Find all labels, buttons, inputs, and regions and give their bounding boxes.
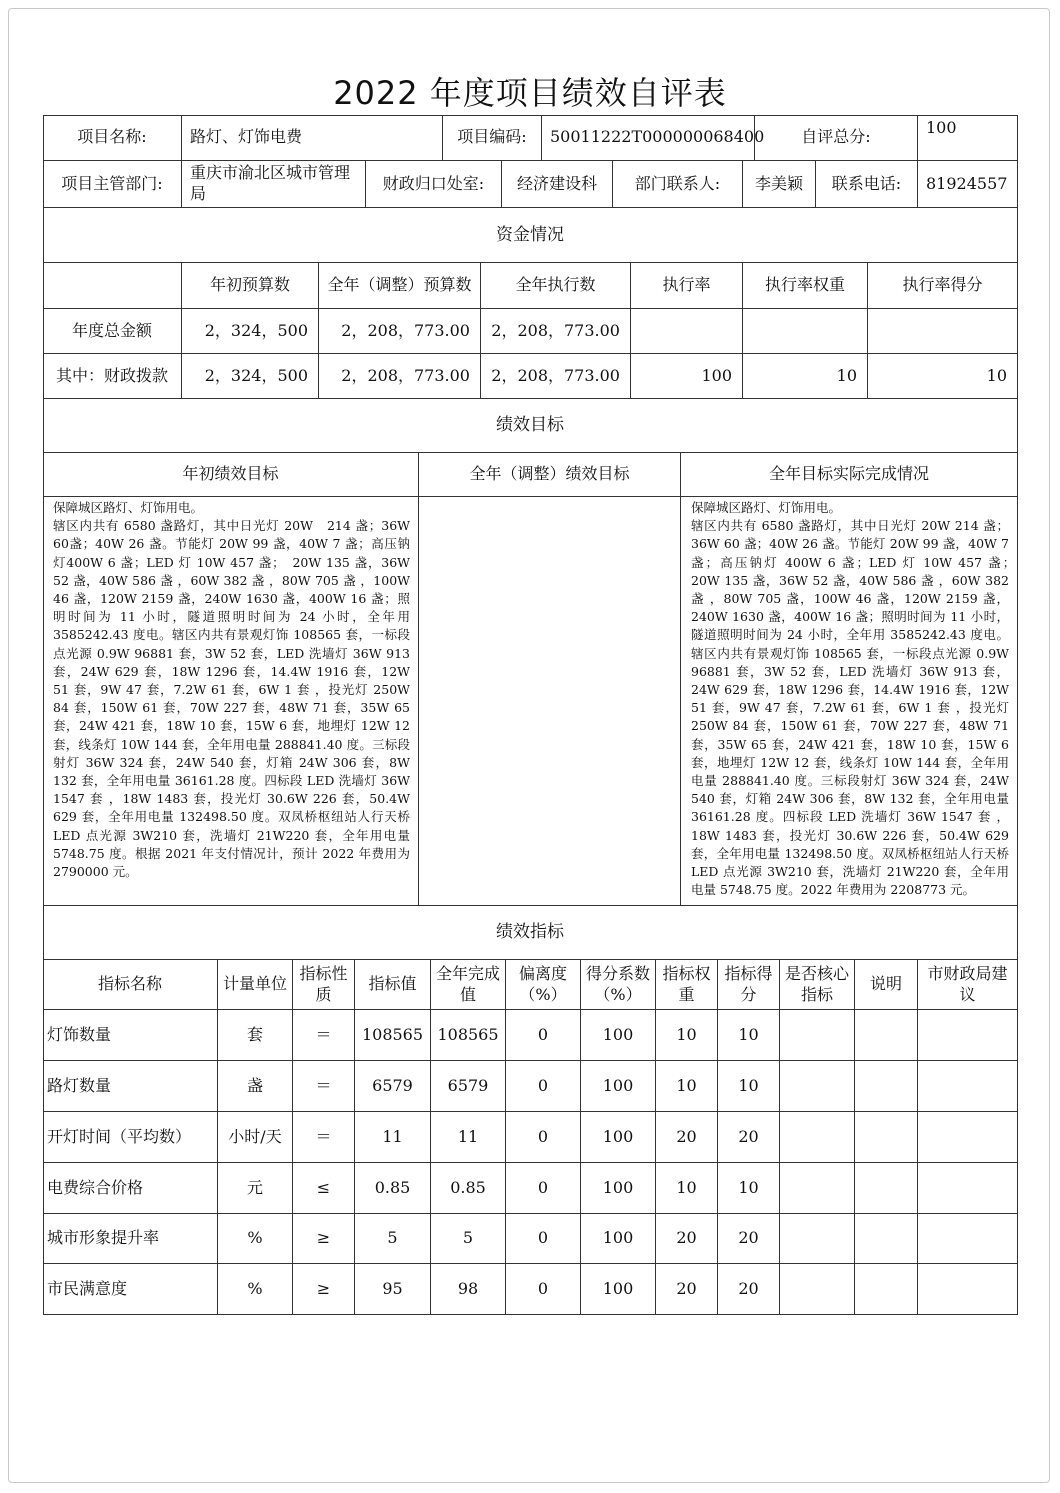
indicator-row-finance-advice bbox=[918, 1010, 1018, 1061]
indicator-row-is-core bbox=[780, 1264, 855, 1315]
indicator-row-indicator-name: 市民满意度 bbox=[43, 1264, 218, 1315]
indicator-row-is-core bbox=[780, 1061, 855, 1112]
indicator-row-note bbox=[855, 1264, 918, 1315]
indicator-row-score: 10 bbox=[718, 1163, 780, 1214]
goals-col-adjusted: 全年（调整）绩效目标 bbox=[419, 453, 681, 497]
contact-label: 部门联系人: bbox=[613, 161, 743, 208]
indicator-row-finance-advice bbox=[918, 1214, 1018, 1264]
phone-value: 81924557 bbox=[918, 161, 1018, 208]
indicator-header-indicator-name: 指标名称 bbox=[43, 960, 218, 1010]
funds-row-fiscal-rate: 100 bbox=[631, 354, 743, 399]
total-score-label: 自评总分: bbox=[755, 115, 918, 161]
indicator-row-nature: ≤ bbox=[293, 1163, 355, 1214]
indicator-row-actual-value: 0.85 bbox=[431, 1163, 506, 1214]
dept-label: 项目主管部门: bbox=[43, 161, 182, 208]
indicator-row-indicator-name: 路灯数量 bbox=[43, 1061, 218, 1112]
phone-label: 联系电话: bbox=[816, 161, 918, 208]
indicator-row-target-value: 5 bbox=[355, 1214, 431, 1264]
indicator-row-nature: ＝ bbox=[293, 1112, 355, 1163]
indicator-row-score: 20 bbox=[718, 1264, 780, 1315]
funds-row-fiscal-label: 其中：财政拨款 bbox=[43, 354, 182, 399]
indicator-row-unit: % bbox=[218, 1264, 293, 1315]
indicator-row-is-core bbox=[780, 1112, 855, 1163]
indicator-row-weight: 10 bbox=[656, 1163, 718, 1214]
indicator-row-actual-value: 5 bbox=[431, 1214, 506, 1264]
page-title: 2022 年度项目绩效自评表 bbox=[333, 74, 727, 112]
indicator-row-note bbox=[855, 1061, 918, 1112]
funds-col-weight: 执行率权重 bbox=[743, 263, 868, 309]
indicator-row-actual-value: 98 bbox=[431, 1264, 506, 1315]
total-score-value: 100 bbox=[918, 115, 1018, 161]
funds-row-fiscal-score: 10 bbox=[868, 354, 1018, 399]
indicator-row-target-value: 11 bbox=[355, 1112, 431, 1163]
indicator-row-score-coefficient: 100 bbox=[581, 1163, 656, 1214]
indicator-row-finance-advice bbox=[918, 1061, 1018, 1112]
funds-header-blank bbox=[43, 263, 182, 309]
indicator-row-note bbox=[855, 1112, 918, 1163]
indicators-section-title: 绩效指标 bbox=[43, 906, 1018, 960]
indicator-row-is-core bbox=[780, 1163, 855, 1214]
funds-row-total-rate bbox=[631, 309, 743, 354]
indicator-row-weight: 10 bbox=[656, 1010, 718, 1061]
project-code-value: 50011222T000000068400 bbox=[542, 115, 755, 161]
indicator-row-target-value: 108565 bbox=[355, 1010, 431, 1061]
funds-row-total-adjusted: 2，208，773.00 bbox=[319, 309, 481, 354]
indicator-row-score: 10 bbox=[718, 1010, 780, 1061]
indicator-row-score: 10 bbox=[718, 1061, 780, 1112]
indicator-row-note bbox=[855, 1163, 918, 1214]
indicator-row-note bbox=[855, 1010, 918, 1061]
goals-initial-text: 保障城区路灯、灯饰用电。 辖区内共有 6580 盏路灯，其中日光灯 20W 214 盏；36W 60盏；40W 26 盏。节能灯 20W 99 盏，40W 7 盏；高压钠灯400W 6 盏；LED 灯 10W 457 盏； 20W 135 盏，36W 52 盏，40W 586 盏 ，60W 382 盏 ，80W 705 盏 ，100W 46 盏，120W 2159 盏，240W 1630 盏，400W 16 盏；照明时间为 11 小时，隧道照明时间为 24 小时，全年用 3585242.43 度电。辖区内共有景观灯饰 108565 套，一标段点光源 0.9W 96881 套，3W 52 套，LED 洗墙灯 36W 913 套，24W 629 套，18W 1296 套，14.4W 1916 套，12W 51 套，9W 47 套，7.2W 61 套，6W 1 套 ，投光灯 250W 84 套，150W 61 套，70W 227 套，48W 71 套，35W 65 套，24W 421 套，18W 10 套，15W 6 套，地埋灯 12W 12 套，线条灯 10W 144 套，全年用电量 288841.40 度。三标段射灯 36W 324 套，24W 540 套，灯箱 24W 306 套，8W 132 套，全年用电量 36161.28 度。四标段 LED 洗墙灯 36W 1547 套 ，18W 1483 套，投光灯 30.6W 226 套，50.4W 629 套，全年用电量 132498.50 度。双凤桥枢纽站人行天桥 LED 点光源 3W210 套，洗墙灯 21W220 套，全年用电量 5748.75 度。根据 2021 年支付情况计，预计 2022 年费用为 2790000 元。 bbox=[43, 497, 419, 906]
project-name-label: 项目名称: bbox=[43, 115, 182, 161]
indicator-row-actual-value: 11 bbox=[431, 1112, 506, 1163]
indicator-header-is-core: 是否核心指标 bbox=[780, 960, 855, 1010]
finance-office-value: 经济建设科 bbox=[502, 161, 613, 208]
funds-row-total-weight bbox=[743, 309, 868, 354]
indicator-row-indicator-name: 灯饰数量 bbox=[43, 1010, 218, 1061]
indicator-row-indicator-name: 电费综合价格 bbox=[43, 1163, 218, 1214]
goals-col-initial: 年初绩效目标 bbox=[43, 453, 419, 497]
indicator-row-unit: 套 bbox=[218, 1010, 293, 1061]
funds-row-fiscal-initial: 2，324，500 bbox=[182, 354, 319, 399]
indicator-header-nature: 指标性质 bbox=[293, 960, 355, 1010]
indicator-row-score-coefficient: 100 bbox=[581, 1112, 656, 1163]
funds-col-executed: 全年执行数 bbox=[481, 263, 631, 309]
indicator-row-finance-advice bbox=[918, 1163, 1018, 1214]
indicator-row-score-coefficient: 100 bbox=[581, 1010, 656, 1061]
indicator-row-deviation: 0 bbox=[506, 1010, 581, 1061]
project-name-value: 路灯、灯饰电费 bbox=[182, 115, 443, 161]
indicator-row-target-value: 95 bbox=[355, 1264, 431, 1315]
indicator-row-score: 20 bbox=[718, 1112, 780, 1163]
indicator-row-finance-advice bbox=[918, 1112, 1018, 1163]
funds-row-total-label: 年度总金额 bbox=[43, 309, 182, 354]
indicator-row-unit: 元 bbox=[218, 1163, 293, 1214]
indicator-header-finance-advice: 市财政局建议 bbox=[918, 960, 1018, 1010]
indicator-row-score-coefficient: 100 bbox=[581, 1061, 656, 1112]
indicator-row-is-core bbox=[780, 1010, 855, 1061]
funds-col-initial: 年初预算数 bbox=[182, 263, 319, 309]
indicator-row-nature: ＝ bbox=[293, 1010, 355, 1061]
indicator-row-score: 20 bbox=[718, 1214, 780, 1264]
funds-row-fiscal-adjusted: 2，208，773.00 bbox=[319, 354, 481, 399]
indicator-row-nature: ≥ bbox=[293, 1214, 355, 1264]
indicator-row-weight: 20 bbox=[656, 1112, 718, 1163]
indicator-row-note bbox=[855, 1214, 918, 1264]
funds-row-total-score bbox=[868, 309, 1018, 354]
indicator-header-unit: 计量单位 bbox=[218, 960, 293, 1010]
contact-value: 李美颖 bbox=[743, 161, 816, 208]
funds-row-total-executed: 2，208，773.00 bbox=[481, 309, 631, 354]
funds-row-fiscal-executed: 2，208，773.00 bbox=[481, 354, 631, 399]
indicator-row-deviation: 0 bbox=[506, 1112, 581, 1163]
indicator-row-weight: 10 bbox=[656, 1061, 718, 1112]
indicator-row-finance-advice bbox=[918, 1264, 1018, 1315]
project-code-label: 项目编码: bbox=[443, 115, 542, 161]
goals-actual-text: 保障城区路灯、灯饰用电。 辖区内共有 6580 盏路灯，其中日光灯 20W 214 盏；36W 60 盏；40W 26 盏。节能灯 20W 99 盏，40W 7 盏；高压钠灯 400W 6 盏；LED 灯 10W 457 盏； 20W 135 盏，36W 52 盏，40W 586 盏 ，60W 382 盏 ，80W 705 盏，100W 46 盏，120W 2159 盏，240W 1630 盏，400W 16 盏；照明时间为 11 小时，隧道照明时间为 24 小时，全年用 3585242.43 度电。辖区内共有景观灯饰 108565 套，一标段点光源 0.9W 96881 套，3W 52 套，LED 洗墙灯 36W 913 套，24W 629 套，18W 1296 套，14.4W 1916 套，12W 51 套，9W 47 套，7.2W 61 套，6W 1 套 ，投光灯 250W 84 套，150W 61 套，70W 227 套，48W 71 套，35W 65 套，24W 421 套，18W 10 套，15W 6 套，地埋灯 12W 12 套，线条灯 10W 144 套，全年用电量 288841.40 度。三标段射灯 36W 324 套，24W 540 套，灯箱 24W 306 套，8W 132 套，全年用电量 36161.28 度。四标段 LED 洗墙灯 36W 1547 套 ，18W 1483 套，投光灯 30.6W 226 套，50.4W 629 套，全年用电量 132498.50 度。双凤桥枢纽站人行天桥 LED 点光源 3W210 套，洗墙灯 21W220 套，全年用电量 5748.75 度。2022 年费用为 2208773 元。 bbox=[681, 497, 1018, 906]
indicator-row-unit: 盏 bbox=[218, 1061, 293, 1112]
indicator-row-nature: ＝ bbox=[293, 1061, 355, 1112]
indicator-row-nature: ≥ bbox=[293, 1264, 355, 1315]
indicator-row-indicator-name: 开灯时间（平均数） bbox=[43, 1112, 218, 1163]
goals-section-title: 绩效目标 bbox=[43, 399, 1018, 453]
indicator-row-actual-value: 108565 bbox=[431, 1010, 506, 1061]
indicator-header-score-coefficient: 得分系数（%） bbox=[581, 960, 656, 1010]
indicator-row-unit: % bbox=[218, 1214, 293, 1264]
indicator-header-note: 说明 bbox=[855, 960, 918, 1010]
indicator-row-target-value: 6579 bbox=[355, 1061, 431, 1112]
indicator-row-deviation: 0 bbox=[506, 1214, 581, 1264]
goals-col-actual: 全年目标实际完成情况 bbox=[681, 453, 1018, 497]
indicator-row-deviation: 0 bbox=[506, 1163, 581, 1214]
indicator-row-score-coefficient: 100 bbox=[581, 1214, 656, 1264]
funds-col-rate: 执行率 bbox=[631, 263, 743, 309]
indicator-header-actual-value: 全年完成值 bbox=[431, 960, 506, 1010]
finance-office-label: 财政归口处室: bbox=[366, 161, 502, 208]
indicator-row-is-core bbox=[780, 1214, 855, 1264]
indicator-header-deviation: 偏离度（%） bbox=[506, 960, 581, 1010]
indicator-header-score: 指标得分 bbox=[718, 960, 780, 1010]
indicator-header-target-value: 指标值 bbox=[355, 960, 431, 1010]
indicator-header-weight: 指标权重 bbox=[656, 960, 718, 1010]
indicator-row-deviation: 0 bbox=[506, 1061, 581, 1112]
indicator-row-weight: 20 bbox=[656, 1214, 718, 1264]
funds-col-score: 执行率得分 bbox=[868, 263, 1018, 309]
indicator-row-actual-value: 6579 bbox=[431, 1061, 506, 1112]
indicator-row-deviation: 0 bbox=[506, 1264, 581, 1315]
indicator-row-target-value: 0.85 bbox=[355, 1163, 431, 1214]
funds-row-fiscal-weight: 10 bbox=[743, 354, 868, 399]
indicator-row-unit: 小时/天 bbox=[218, 1112, 293, 1163]
dept-value: 重庆市渝北区城市管理局 bbox=[182, 161, 366, 208]
funds-row-total-initial: 2，324，500 bbox=[182, 309, 319, 354]
indicator-row-score-coefficient: 100 bbox=[581, 1264, 656, 1315]
funds-col-adjusted: 全年（调整）预算数 bbox=[319, 263, 481, 309]
goals-adjusted-text bbox=[419, 497, 681, 906]
funds-section-title: 资金情况 bbox=[43, 208, 1018, 263]
indicator-row-weight: 20 bbox=[656, 1264, 718, 1315]
indicator-row-indicator-name: 城市形象提升率 bbox=[43, 1214, 218, 1264]
